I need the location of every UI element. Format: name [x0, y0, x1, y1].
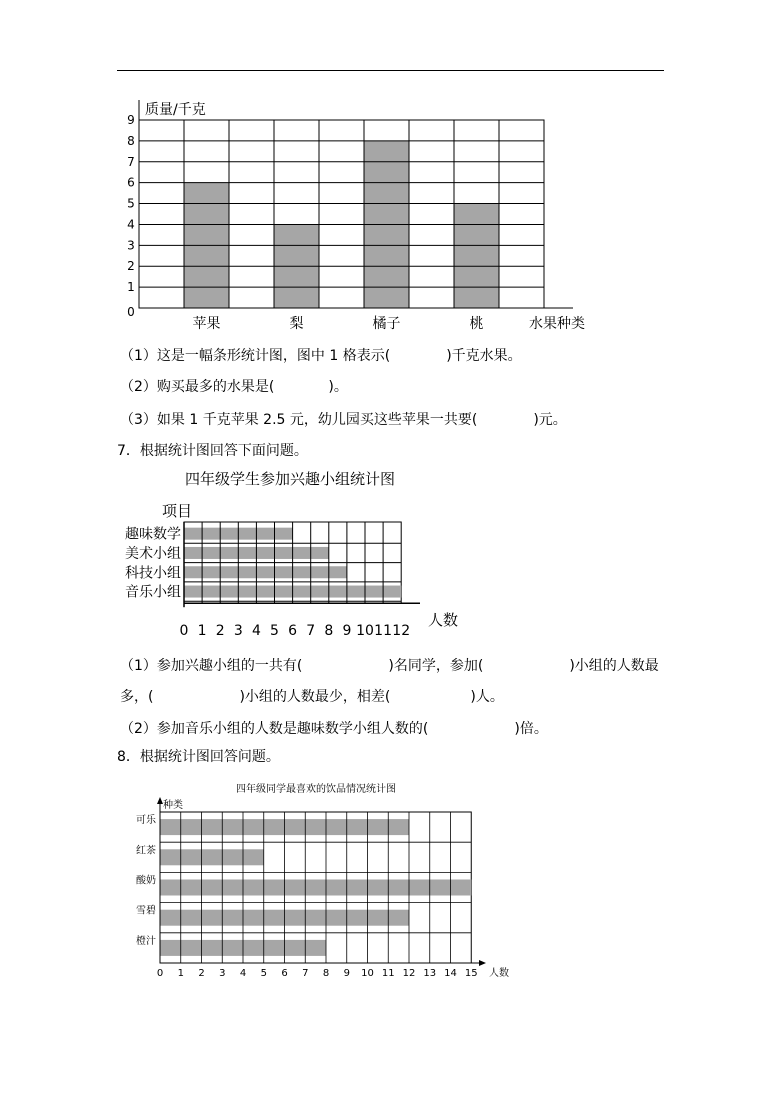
- chart1-y-tick-label: 1: [127, 280, 135, 295]
- chart3-x-tick-label: 4: [239, 968, 247, 979]
- q7-line3-text-b: )倍。: [514, 721, 548, 737]
- chart1-y-tick-label: 0: [127, 305, 135, 319]
- chart3-category-label: 酸奶: [136, 875, 156, 887]
- q7-line1-text-b: )名同学，参加(: [388, 658, 484, 674]
- q6-line3-text-a: （3）如果 1 千克苹果 2.5 元，幼儿园买这些苹果一共要(: [120, 412, 478, 428]
- chart1-x-axis-label: 水果种类: [529, 316, 585, 332]
- chart3-x-tick-label: 5: [260, 968, 267, 979]
- chart2-x-tick-label: 8: [324, 623, 334, 639]
- chart1-y-tick-label: 8: [127, 133, 135, 148]
- chart3-category-label: 可乐: [136, 815, 156, 827]
- q6-line1-text-b: )千克水果。: [446, 348, 522, 364]
- q7-line2-text-b: )小组的人数最少，相差(: [239, 689, 391, 705]
- q7-line1-text-a: （1）参加兴趣小组的一共有(: [120, 658, 303, 674]
- q6-line2-text-b: )。: [328, 379, 348, 395]
- q7-line3-text-a: （2）参加音乐小组的人数是趣味数学小组人数的(: [120, 721, 429, 737]
- chart1-category-label: 橘子: [372, 316, 401, 332]
- chart3-x-tick-label: 3: [219, 968, 226, 979]
- chart2-category-label: 趣味数学: [125, 526, 181, 543]
- chart3-title: 四年级同学最喜欢的饮品情况统计图: [236, 784, 396, 795]
- chart3-x-tick-label: 0: [156, 968, 164, 979]
- chart3-x-tick-label: 11: [381, 968, 395, 979]
- chart1-y-tick-label: 7: [127, 154, 135, 169]
- chart1-y-tick-label: 3: [127, 238, 135, 253]
- chart2-x-tick-label: 4: [251, 623, 261, 639]
- chart3-bar: [160, 880, 471, 896]
- chart1-y-axis-label: 质量/千克: [145, 102, 206, 118]
- chart3-x-tick-label: 2: [198, 968, 205, 979]
- chart3-x-tick-label: 13: [423, 968, 437, 979]
- chart2-category-label: 美术小组: [125, 545, 181, 562]
- chart3-x-tick-label: 10: [361, 968, 374, 979]
- chart2-category-label: 音乐小组: [125, 584, 181, 601]
- q7-line1-text-c: )小组的人数最: [569, 658, 659, 674]
- chart2-title: 四年级学生参加兴趣小组统计图: [184, 470, 396, 488]
- chart2-x-tick-label: 9: [342, 623, 352, 639]
- chart2-x-tick-label: 10: [356, 623, 374, 639]
- chart2-x-tick-label: 11: [374, 623, 393, 639]
- chart2-y-axis-label: 项目: [162, 502, 193, 520]
- chart1-category-label: 桃: [469, 316, 484, 332]
- chart2-x-tick-label: 6: [288, 623, 298, 639]
- q7-heading: 7．根据统计图回答下面问题。: [117, 443, 308, 459]
- chart3-x-tick-label: 15: [464, 968, 478, 979]
- q6-line1-text-a: （1）这是一幅条形统计图，图中 1 格表示(: [120, 348, 391, 364]
- chart1-y-tick-label: 6: [127, 175, 135, 190]
- chart3-y-axis-label: 种类: [163, 800, 183, 811]
- chart3-x-tick-label: 14: [444, 968, 457, 979]
- chart3-x-axis-label: 人数: [489, 968, 509, 979]
- q6-line3-text-b: )元。: [533, 412, 567, 428]
- chart1-y-tick-label: 2: [127, 259, 135, 274]
- chart2-x-tick-label: 3: [233, 623, 243, 639]
- chart3-category-label: 橙汁: [136, 935, 156, 947]
- chart2-x-tick-label: 2: [215, 623, 225, 639]
- chart1-y-tick-label: 5: [127, 196, 135, 211]
- q7-line2-text-a: 多，(: [120, 689, 154, 705]
- chart2-x-tick-label: 1: [197, 623, 207, 639]
- q7-line2-text-c: )人。: [470, 689, 504, 705]
- q8-heading: 8．根据统计图回答问题。: [117, 749, 280, 765]
- chart3-x-tick-label: 1: [177, 968, 184, 979]
- chart2-x-tick-label: 5: [270, 623, 279, 639]
- chart2-x-tick-label: 0: [179, 623, 189, 639]
- chart3-category-label: 雪碧: [136, 905, 156, 917]
- chart3-x-axis-arrow: [479, 960, 486, 966]
- chart3-x-tick-label: 12: [402, 968, 416, 979]
- chart3-x-tick-label: 9: [343, 968, 350, 979]
- chart3-x-tick-label: 6: [281, 968, 288, 979]
- chart2-x-axis-label: 人数: [428, 611, 459, 629]
- chart1-category-label: 苹果: [192, 316, 221, 332]
- chart1-category-label: 梨: [289, 316, 304, 332]
- chart2-category-label: 科技小组: [125, 565, 181, 582]
- chart2-x-tick-label: 12: [392, 623, 411, 639]
- chart3-category-label: 红茶: [136, 845, 156, 857]
- chart2-x-tick-label: 7: [306, 623, 316, 639]
- q6-line2-text-a: （2）购买最多的水果是(: [120, 379, 275, 395]
- chart1-y-tick-label: 9: [127, 113, 135, 127]
- chart1-y-tick-label: 4: [127, 217, 135, 232]
- chart3-bar: [160, 849, 264, 865]
- chart3-x-tick-label: 8: [322, 968, 330, 979]
- chart3-x-tick-label: 7: [302, 968, 309, 979]
